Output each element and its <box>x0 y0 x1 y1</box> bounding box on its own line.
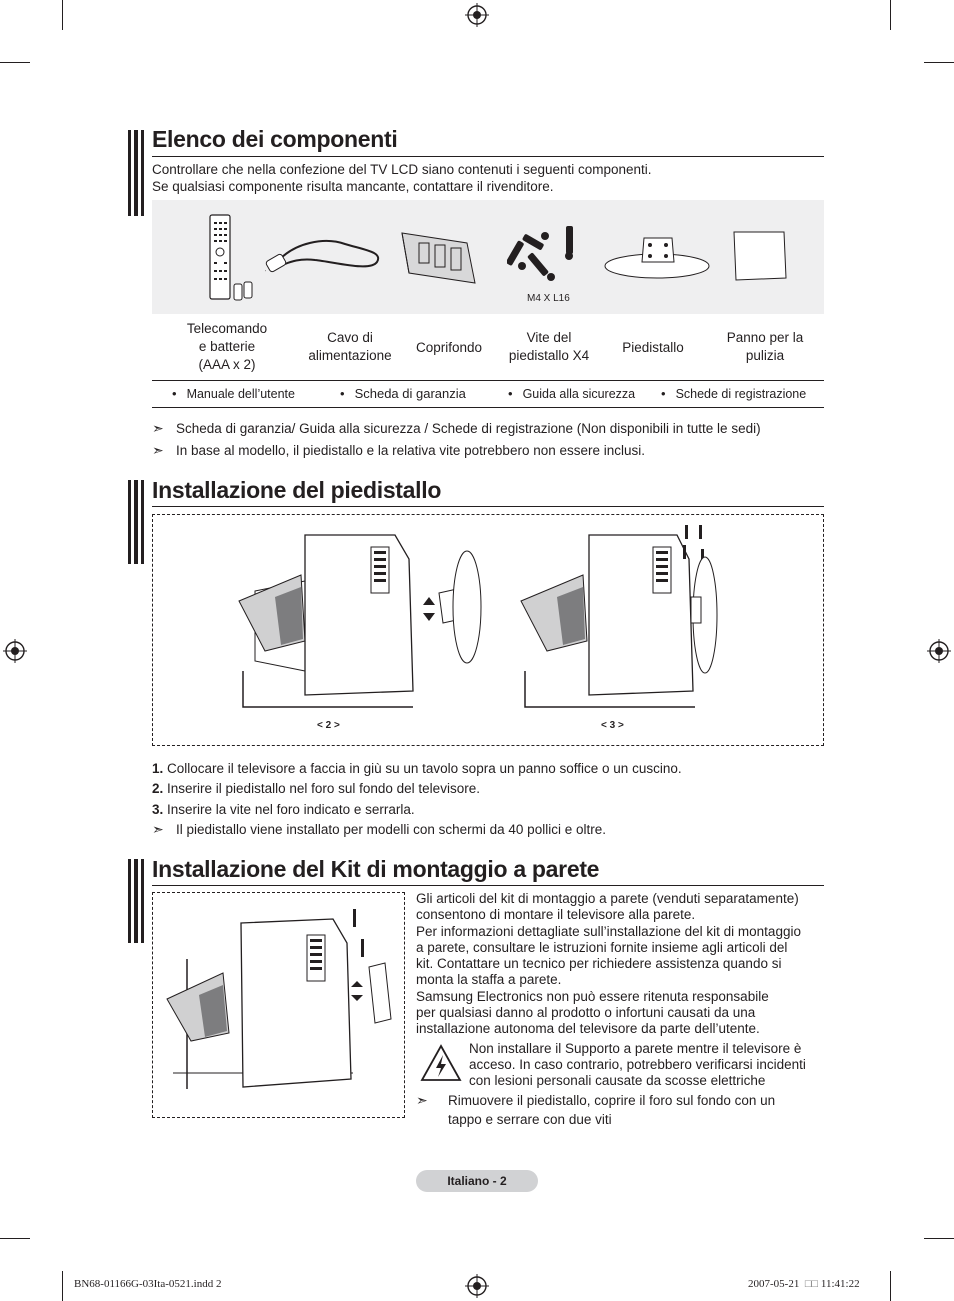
electric-warning-icon <box>420 1044 462 1082</box>
warning-text: Non installare il Supporto a parete mentre il televisore è acceso. In caso contrario, potrebbero verificarsi incidenti con lesioni personali causate da scosse elettriche <box>469 1041 806 1088</box>
component-label: Vite del piedistallo X4 <box>508 330 590 363</box>
intro-text: Controllare che nella confezione del TV LCD siano contenuti i seguenti componenti. <box>152 162 652 177</box>
arrow-note-icon: ➣ <box>152 420 164 436</box>
stand-icon <box>602 228 712 280</box>
intro-text: Se qualsiasi componente risulta mancante, contattare il rivenditore. <box>152 179 554 194</box>
registration-mark-icon <box>465 3 489 27</box>
stand-screws-icon <box>507 222 587 282</box>
step-item: 3. Inserire la vite nel foro indicato e serrarla. <box>152 802 415 817</box>
screw-spec-label: M4 X L16 <box>527 293 570 304</box>
component-label: Panno per la pulizia <box>726 330 804 363</box>
arrow-note-icon: ➣ <box>152 442 164 458</box>
registration-mark-icon <box>3 639 27 663</box>
note: tappo e serrare con due viti <box>448 1112 612 1127</box>
page-number-label: Italiano - 2 <box>416 1170 538 1192</box>
figure-caption: < 3 > <box>601 720 624 731</box>
arrow-note-icon: ➣ <box>416 1092 428 1108</box>
note: ➣ Il piedistallo viene installato per modelli con schermi da 40 pollici e oltre. <box>152 821 606 837</box>
section-title: Elenco dei componenti <box>152 126 398 152</box>
remote-control-icon <box>207 212 262 302</box>
arrow-note-icon: ➣ <box>152 821 164 837</box>
component-label: Coprifondo <box>415 340 483 355</box>
tv-back-stand-screws-illustration <box>517 525 737 711</box>
component-label: Telecomando e batterie (AAA x 2) <box>186 321 268 372</box>
section-marker <box>128 480 144 564</box>
note: ➣ Scheda di garanzia/ Guida alla sicurezza / Schede di registrazione (Non disponibili in tutte le sedi) <box>152 420 761 436</box>
section-marker <box>128 859 144 943</box>
section-title: Installazione del Kit di montaggio a parete <box>152 856 600 882</box>
wall-mount-paragraph: Per informazioni dettagliate sull’installazione del kit di montaggio a parete, consultare le istruzioni fornite insieme agli articoli del kit. Contattare un tecnico per richiedere assistenza quando si monta la staffa a parete. <box>416 924 801 987</box>
list-item: • Guida alla sicurezza <box>508 386 636 401</box>
section-title: Installazione del piedistallo <box>152 477 442 503</box>
list-item: • Schede di registrazione <box>661 386 807 401</box>
stand-install-figure <box>152 514 824 746</box>
cleaning-cloth-icon <box>730 228 790 283</box>
list-item: • Manuale dell’utente <box>172 386 295 401</box>
footer-timestamp: 2007-05-21 □□ 11:41:22 <box>748 1278 860 1290</box>
note: ➣ In base al modello, il piedistallo e la relativa vite potrebbero non essere inclusi. <box>152 442 646 458</box>
component-label: Piedistallo <box>622 340 684 355</box>
documents-list <box>152 380 824 408</box>
cover-bottom-icon <box>397 225 477 285</box>
wall-mount-figure <box>152 892 405 1118</box>
component-label: Cavo di alimentazione <box>308 330 392 363</box>
registration-mark-icon <box>927 639 951 663</box>
wall-mount-paragraph: Gli articoli del kit di montaggio a parete (venduti separatamente) consentono di montare il televisore alla parete. <box>416 891 799 922</box>
tv-back-stand-illustration <box>235 531 495 711</box>
step-item: 1. Collocare il televisore a faccia in giù su un tavolo sopra un panno soffice o un cuscino. <box>152 761 682 776</box>
section-marker <box>128 130 144 216</box>
components-image-band <box>152 200 824 314</box>
list-item: • Scheda di garanzia <box>340 386 466 401</box>
figure-caption: < 2 > <box>317 720 340 731</box>
power-cord-icon <box>265 232 387 282</box>
tv-wall-mount-illustration <box>163 909 399 1099</box>
note: ➣ Rimuovere il piedistallo, coprire il foro sul fondo con un <box>416 1092 776 1108</box>
footer-filename: BN68-01166G-03Ita-0521.indd 2 <box>74 1278 222 1290</box>
registration-mark-icon <box>465 1274 489 1298</box>
wall-mount-paragraph: Samsung Electronics non può essere ritenuta responsabile per qualsiasi danno al prodotto o infortuni causati da una installazione autonoma del televisore da parte dell’utente. <box>416 989 769 1036</box>
step-item: 2. Inserire il piedistallo nel foro sul fondo del televisore. <box>152 781 480 796</box>
